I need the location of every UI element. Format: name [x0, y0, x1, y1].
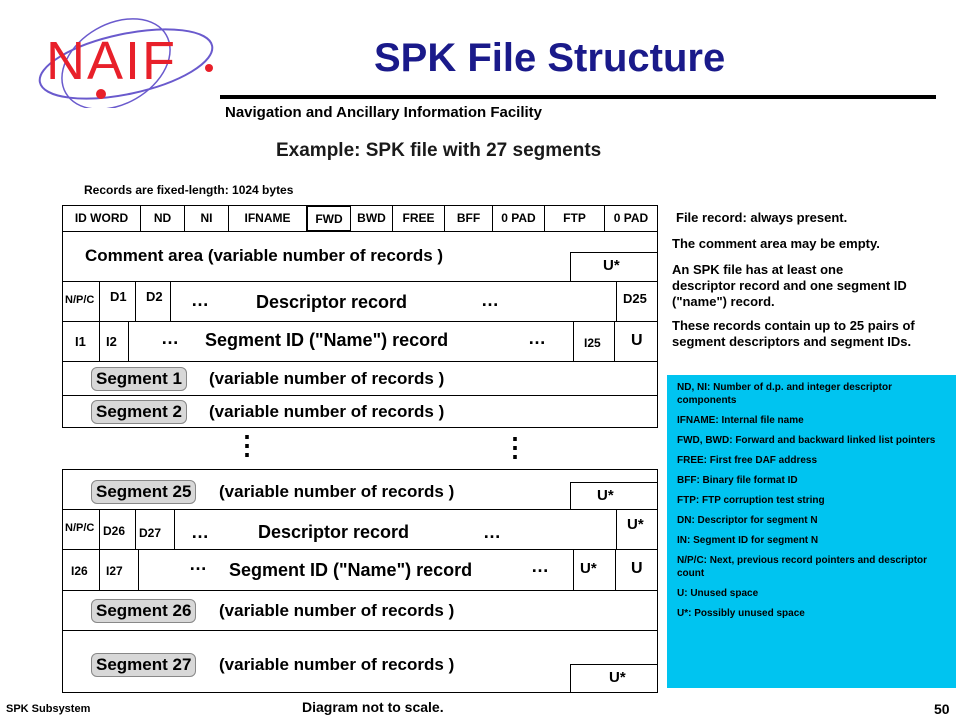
legend-item: DN: Descriptor for segment N — [677, 515, 818, 526]
segment-26-row — [62, 591, 658, 631]
ellipsis-right: … — [481, 290, 499, 310]
d-unused-label: U* — [627, 516, 644, 533]
segment-id-record-1 — [62, 322, 658, 362]
field-nd: ND — [141, 206, 185, 231]
page-title: SPK File Structure — [374, 36, 726, 80]
i25-cell — [573, 322, 615, 361]
field-bwd: BWD — [351, 206, 393, 231]
i27-cell — [99, 550, 139, 590]
seg25-unused — [570, 482, 658, 510]
segment-27-name: Segment 27 — [91, 653, 196, 677]
segment-id-record-2 — [62, 550, 658, 591]
field-ftp: FTP — [545, 206, 605, 231]
seg27-unused-label: U* — [609, 669, 626, 686]
field-0pad-2: 0 PAD — [613, 211, 649, 225]
segment-26-label: (variable number of records ) — [219, 601, 455, 620]
descriptor-label: Descriptor record — [256, 292, 408, 312]
footer-left: SPK Subsystem — [6, 703, 91, 715]
ellipsis-right: … — [528, 328, 546, 348]
vertical-ellipsis-left: ⋮ — [234, 430, 260, 460]
field-bff: BFF — [445, 206, 493, 231]
i25-label: I25 — [584, 336, 601, 350]
example-heading: Example: SPK file with 27 segments — [276, 140, 602, 161]
segment-1-label: (variable number of records ) — [209, 369, 445, 388]
d2-label: D2 — [146, 289, 163, 304]
d2-cell — [135, 282, 171, 321]
vertical-ellipsis-right: ⋮ — [502, 432, 528, 462]
comment-area — [62, 232, 658, 282]
i26-label: I26 — [71, 564, 88, 578]
segment-25-name: Segment 25 — [91, 480, 196, 504]
d25-label: D25 — [623, 291, 647, 306]
legend-item: IN: Segment ID for segment N — [677, 535, 819, 546]
note-file-record: File record: always present. — [676, 210, 848, 225]
unused-u: U — [631, 332, 643, 349]
note-spk-file: An SPK file has at least one descriptor record and one segment ID ("name") record. — [672, 262, 907, 309]
legend-box — [667, 375, 956, 688]
footer-center: Diagram not to scale. — [302, 699, 444, 715]
field-free: FREE — [393, 206, 445, 231]
segid-label: Segment ID ("Name") record — [229, 560, 473, 580]
title-rule — [220, 95, 936, 99]
segid2-unused-label: U* — [580, 560, 597, 577]
note-contain: These records contain up to 25 pairs of segment descriptors and segment IDs. — [672, 318, 915, 349]
d25-cell — [616, 282, 658, 321]
segid-label: Segment ID ("Name") record — [205, 330, 449, 350]
descriptor-label: Descriptor record — [258, 522, 410, 542]
legend-item: IFNAME: Internal file name — [677, 415, 804, 426]
seg27-unused — [570, 664, 658, 692]
segment-2-row — [62, 396, 658, 428]
unused-u: U — [631, 560, 643, 577]
d1-label: D1 — [110, 289, 127, 304]
legend-item: ND, NI: Number of d.p. and integer descriptor components — [677, 382, 893, 406]
comment-unused-label: U* — [603, 257, 620, 274]
legend-item: FREE: First free DAF address — [677, 455, 818, 466]
segment-27-row — [62, 631, 658, 693]
d26-cell — [99, 510, 135, 549]
segment-25-row — [62, 469, 658, 510]
d-unused-cell — [616, 510, 658, 549]
legend-item: U*: Possibly unused space — [677, 608, 805, 619]
segid2-unused-cell — [573, 550, 616, 590]
d26-label: D26 — [103, 524, 126, 538]
ellipsis-right: … — [483, 522, 501, 542]
segment-25-label: (variable number of records ) — [219, 482, 455, 501]
segment-1-row — [62, 362, 658, 396]
field-fwd: FWD — [307, 206, 351, 231]
descriptor-record-1 — [62, 282, 658, 322]
seg25-unused-label: U* — [597, 487, 614, 504]
descriptor-record-2 — [62, 510, 658, 550]
ellipsis-left: … — [191, 522, 209, 542]
facility-name: Navigation and Ancillary Information Facility — [225, 104, 542, 121]
logo-text: NAIF — [46, 31, 178, 91]
legend-item: FWD, BWD: Forward and backward linked list pointers — [677, 435, 936, 446]
segment-2-label: (variable number of records ) — [209, 402, 445, 421]
field-id-word: ID WORD — [63, 206, 141, 231]
comment-unused — [570, 252, 658, 281]
field-ifname: IFNAME — [229, 206, 307, 231]
i1-label: I1 — [75, 334, 86, 349]
ellipsis-left: … — [191, 290, 209, 310]
legend-item: FTP: FTP corruption test string — [677, 495, 825, 506]
ellipsis-right: … — [531, 556, 549, 576]
page-number: 50 — [934, 701, 950, 717]
naif-logo — [18, 18, 218, 108]
npc-label: N/P/C — [65, 522, 95, 534]
ellipsis-left: … — [161, 328, 179, 348]
i2-label: I2 — [106, 334, 117, 349]
field-0pad-1: 0 PAD — [493, 206, 545, 231]
d27-label: D27 — [139, 526, 162, 540]
records-note: Records are fixed-length: 1024 bytes — [84, 183, 294, 197]
npc-label: N/P/C — [65, 294, 95, 306]
legend-item: U: Unused space — [677, 588, 759, 599]
segment-27-label: (variable number of records ) — [219, 655, 455, 674]
comment-area-label: Comment area (variable number of records ) — [85, 246, 444, 265]
segment-1-name: Segment 1 — [91, 367, 187, 391]
file-record — [62, 205, 658, 232]
note-comment: The comment area may be empty. — [672, 236, 880, 251]
d1-cell — [99, 282, 135, 321]
d27-cell — [135, 510, 175, 549]
legend-item: N/P/C: Next, previous record pointers and descriptor count — [677, 555, 928, 579]
segment-2-name: Segment 2 — [91, 400, 187, 424]
i2-cell — [99, 322, 129, 361]
legend-item: BFF: Binary file format ID — [677, 475, 798, 486]
segment-26-name: Segment 26 — [91, 599, 196, 623]
ellipsis-left: … — [189, 554, 207, 574]
field-ni: NI — [185, 206, 229, 231]
i27-label: I27 — [106, 564, 123, 578]
